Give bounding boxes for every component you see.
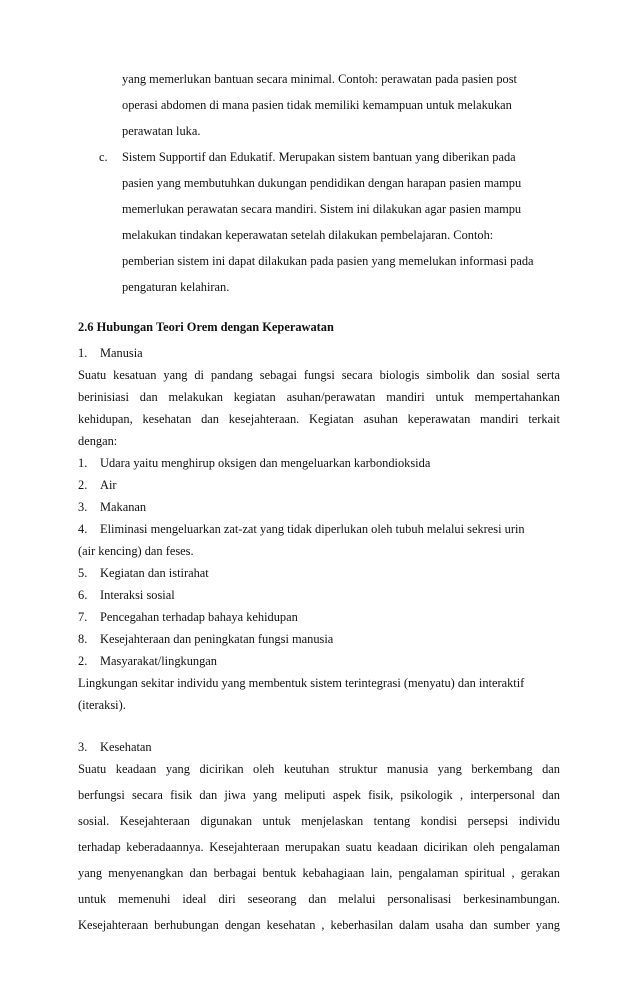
item-c-line-4: melakukan tindakan keperawatan setelah dilakukan pembelajaran. Contoh: bbox=[122, 228, 494, 242]
list-item-text: Udara yaitu menghirup oksigen dan mengeluarkan karbondioksida bbox=[100, 456, 431, 470]
lingkungan-para-line-2: (iteraksi). bbox=[78, 698, 126, 712]
list-item-text: Kesejahteraan dan peningkatan fungsi manusia bbox=[100, 632, 334, 646]
manusia-title: Manusia bbox=[100, 346, 143, 360]
item-c-line-6: pengaturan kelahiran. bbox=[122, 280, 230, 294]
item-c-line-5: pemberian sistem ini dapat dilakukan pada pasien yang memelukan informasi pada bbox=[122, 254, 534, 268]
lingkungan-title: Masyarakat/lingkungan bbox=[100, 654, 217, 668]
kesehatan-para-line-1: Suatu keadaan yang dicirikan oleh keutuhan struktur manusia yang berkembang dan bbox=[78, 762, 560, 776]
lingkungan-para-line-1: Lingkungan sekitar individu yang membentuk sistem terintegrasi (menyatu) dan interaktif bbox=[78, 676, 525, 690]
continuation-line-2: operasi abdomen di mana pasien tidak memiliki kemampuan untuk melakukan bbox=[122, 98, 512, 112]
manusia-para-line-4: dengan: bbox=[78, 434, 118, 448]
list-item-text: Pencegahan terhadap bahaya kehidupan bbox=[100, 610, 298, 624]
list-item-number: 6. bbox=[78, 588, 88, 602]
manusia-para-line-2: berinisiasi dan melakukan kegiatan asuhan/perawatan mandiri untuk mempertahankan bbox=[78, 390, 560, 404]
list-item-number: 8. bbox=[78, 632, 88, 646]
list-item-text: Kegiatan dan istirahat bbox=[100, 566, 209, 580]
continuation-line-1: yang memerlukan bantuan secara minimal. Contoh: perawatan pada pasien post bbox=[122, 72, 517, 86]
kesehatan-title: Kesehatan bbox=[100, 740, 152, 754]
list-item-number: 2. bbox=[78, 478, 88, 492]
list-item-text: Interaksi sosial bbox=[100, 588, 175, 602]
kesehatan-para-line-7: Kesejahteraan berhubungan dengan kesehatan , keberhasilan dalam usaha dan sumber yang bbox=[78, 918, 560, 932]
manusia-para-line-1: Suatu kesatuan yang di pandang sebagai fungsi secara biologis simbolik dan sosial serta bbox=[78, 368, 560, 382]
list-item-number: 4. bbox=[78, 522, 88, 536]
list-item-continuation: (air kencing) dan feses. bbox=[78, 544, 194, 558]
kesehatan-number: 3. bbox=[78, 740, 88, 754]
kesehatan-para-line-2: berfungsi secara fisik dan jiwa yang meliputi aspek fisik, psikologik , interpersonal dan bbox=[78, 788, 560, 802]
list-item-text: Eliminasi mengeluarkan zat-zat yang tidak diperlukan oleh tubuh melalui sekresi urin bbox=[100, 522, 525, 536]
kesehatan-para-line-6: untuk memenuhi ideal diri seseorang dan melalui personalisasi berkesinambungan. bbox=[78, 892, 560, 906]
list-item-number: 1. bbox=[78, 456, 88, 470]
list-item-text: Air bbox=[100, 478, 117, 492]
kesehatan-para-line-4: terhadap keberadaannya. Kesejahteraan merupakan suatu keadaan dicirikan oleh pengalaman bbox=[78, 840, 560, 854]
item-c-line-1: Sistem Supportif dan Edukatif. Merupakan sistem bantuan yang diberikan pada bbox=[122, 150, 516, 164]
manusia-para-line-3: kehidupan, kesehatan dan kesejahteraan. Kegiatan asuhan keperawatan mandiri terkait bbox=[78, 412, 560, 426]
list-item-text: Makanan bbox=[100, 500, 147, 514]
list-item-number: 7. bbox=[78, 610, 88, 624]
manusia-number: 1. bbox=[78, 346, 88, 360]
kesehatan-para-line-5: yang menyenangkan dan berbagai bentuk kebahagiaan lain, pengalaman spiritual , gerakan bbox=[78, 866, 560, 880]
lingkungan-number: 2. bbox=[78, 654, 88, 668]
item-c-line-2: pasien yang membutuhkan dukungan pendidikan dengan harapan pasien mampu bbox=[122, 176, 522, 190]
item-c-line-3: memerlukan perawatan secara mandiri. Sistem ini dilakukan agar pasien mampu bbox=[122, 202, 522, 216]
kesehatan-para-line-3: sosial. Kesejahteraan digunakan untuk menjelaskan tentang kondisi persepsi individu bbox=[78, 814, 560, 828]
list-item-number: 5. bbox=[78, 566, 88, 580]
section-heading: 2.6 Hubungan Teori Orem dengan Keperawatan bbox=[78, 320, 334, 334]
item-c-marker: c. bbox=[99, 150, 108, 164]
continuation-line-3: perawatan luka. bbox=[122, 124, 201, 138]
list-item-number: 3. bbox=[78, 500, 88, 514]
